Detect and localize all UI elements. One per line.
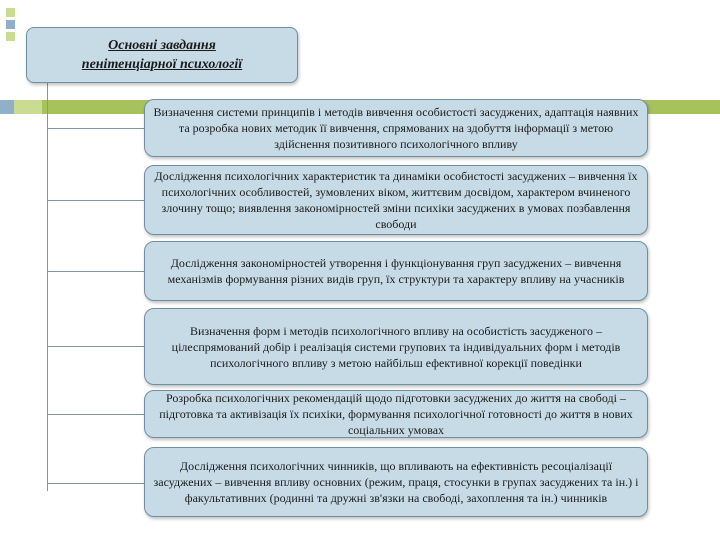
title-line-2: пенітенціарної психології [81, 57, 243, 72]
accent-band-highlight [14, 100, 42, 114]
connector-line [47, 128, 144, 129]
task-box-1 [144, 99, 648, 157]
connector-line [47, 414, 144, 415]
task-text: Дослідження психологічних чинників, що впливають на ефективність ресоціалізації засуджених – вивчення впливу основних (режим, праця, стосунки в групах засуджених та ін.) і факультативних (родинні та дружні зв'язки на свободі, захоплення та ін.) чинників [153, 459, 639, 505]
decorative-square [6, 20, 15, 29]
accent-band-edge [0, 100, 14, 114]
diagram-title-box [26, 27, 298, 83]
decorative-square [6, 8, 15, 17]
diagram-spine [47, 81, 48, 491]
task-box-4 [144, 308, 648, 385]
task-text: Розробка психологічних рекомендацій щодо підготовки засуджених до життя на свободі – підготовка та активізація їх психіки, формування психологічної готовності до життя в нових соціальних умовах [159, 391, 633, 437]
task-text: Визначення системи принципів і методів вивчення особистості засуджених, адаптація наявних та розробка нових методик її вивчення, спрямованих на здобуття інформації з метою здійснення позитивного психологічного впливу [153, 105, 639, 151]
connector-line [47, 483, 144, 484]
decorative-square [6, 32, 15, 41]
connector-line [47, 200, 144, 201]
task-box-5 [144, 390, 648, 438]
task-box-2 [144, 165, 648, 235]
task-box-3 [144, 241, 648, 301]
connector-line [47, 346, 144, 347]
task-box-6 [144, 447, 648, 517]
task-text: Визначення форм і методів психологічного впливу на особистість засудженого – цілеспрямований добір і реалізація системи групових та індивідуальних форм і методів психологічного впливу з метою найбільш ефективної корекції поведінки [171, 323, 621, 370]
task-text: Дослідження психологічних характеристик та динаміки особистості засуджених – вивчення їх психологічних особливостей, зумовлених віком, життєвим досвідом, характером вчиненого злочину тощо; виявлення закономірностей зміни психіки засуджених в умовах позбавлення свободи [154, 169, 638, 231]
connector-line [47, 271, 144, 272]
task-text: Дослідження закономірностей утворення і функціонування груп засуджених – вивчення механізмів формування різних видів груп, їх структури та характеру впливу на учасників [167, 256, 625, 286]
title-line-1: Основні завдання [108, 38, 216, 53]
